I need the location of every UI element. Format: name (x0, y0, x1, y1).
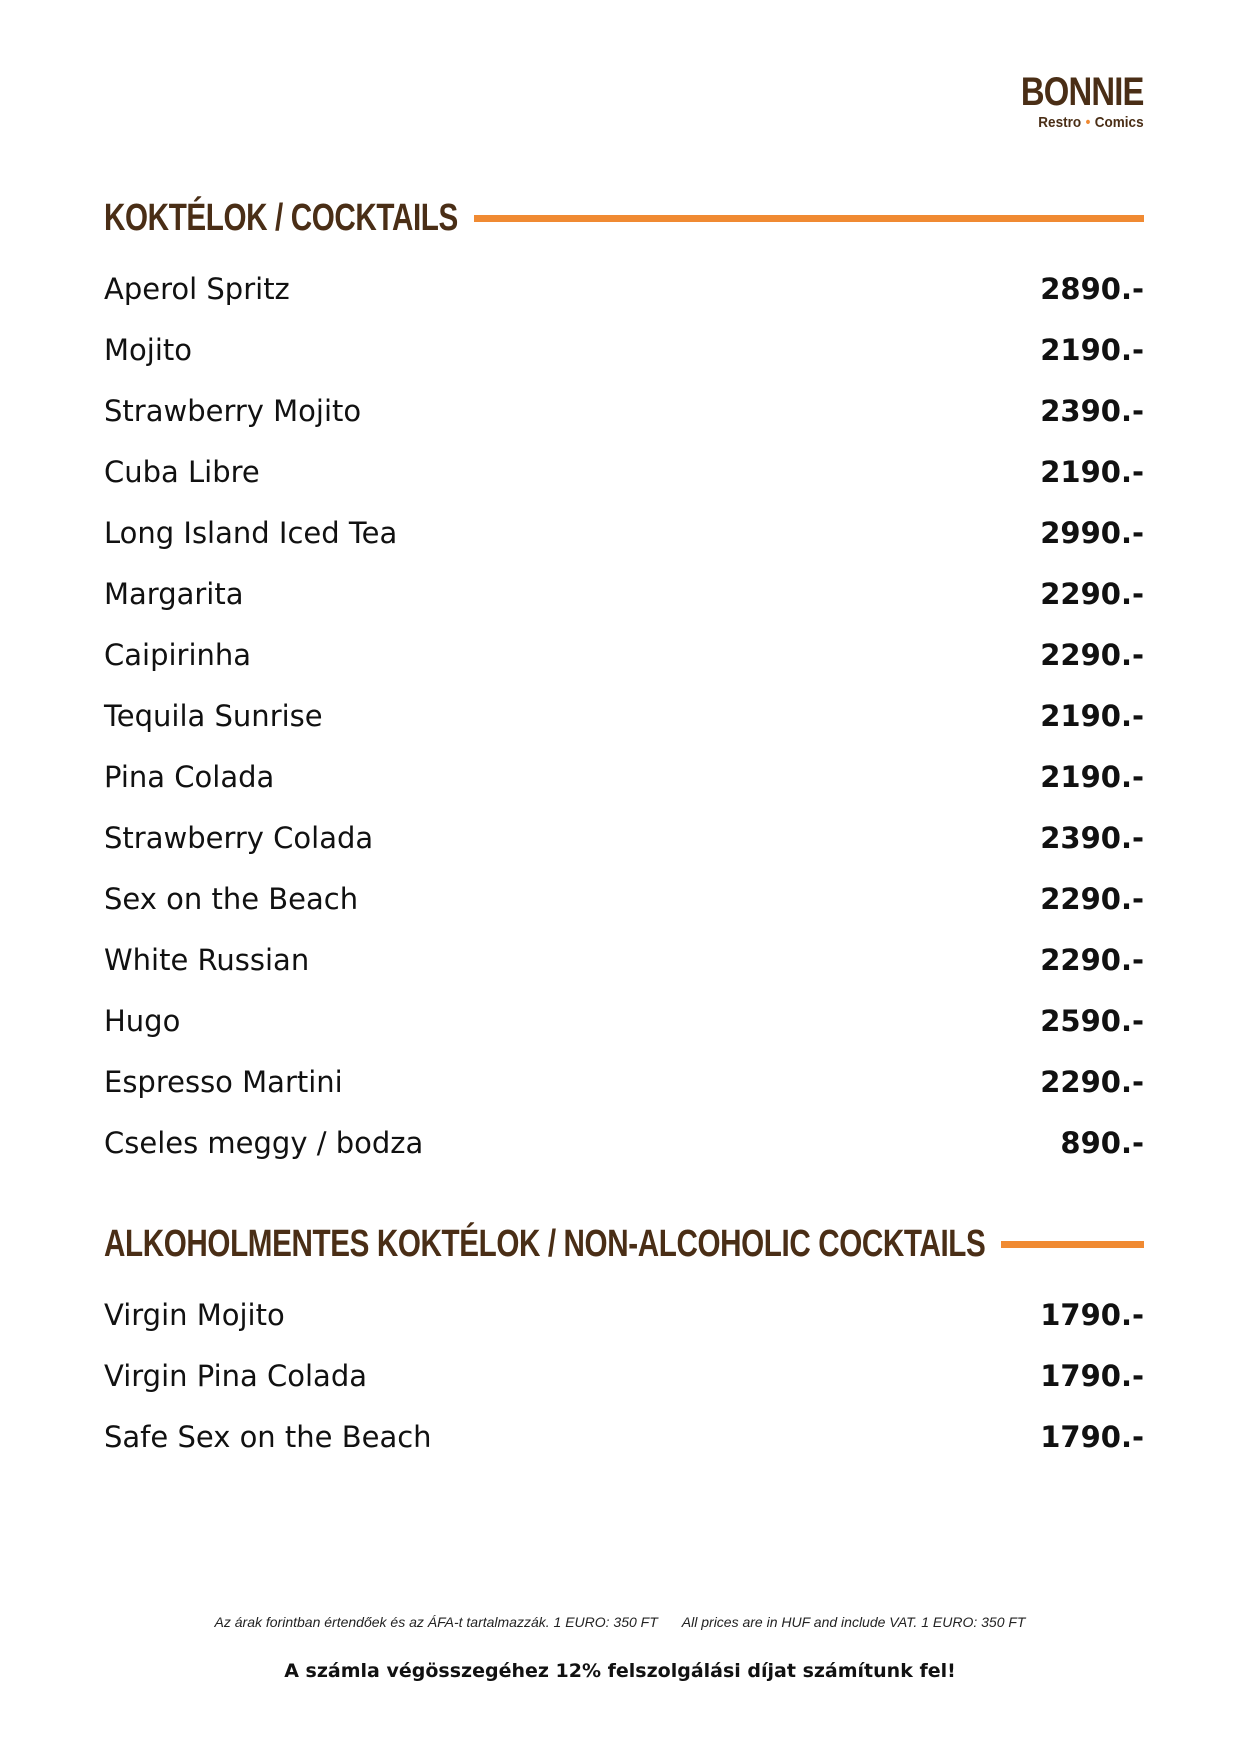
menu-item-name: Cuba Libre (104, 454, 260, 489)
menu-item-name: Aperol Spritz (104, 271, 290, 306)
price-note-en: All prices are in HUF and include VAT. 1 EURO: 350 FT (681, 1614, 1026, 1630)
menu-item-price: 2190.- (1040, 698, 1144, 733)
brand-logo (994, 72, 1144, 132)
menu-item (104, 929, 1144, 990)
price-note (0, 1614, 1240, 1630)
menu-item-price: 2290.- (1040, 637, 1144, 672)
menu-item-name: Pina Colada (104, 759, 275, 794)
menu-item (104, 380, 1144, 441)
menu-item-name: Margarita (104, 576, 244, 611)
menu-item-price: 2990.- (1040, 515, 1144, 550)
menu-item (104, 807, 1144, 868)
menu-item-price: 2590.- (1040, 1003, 1144, 1038)
menu-item-name: Strawberry Colada (104, 820, 374, 855)
menu-item-price: 2290.- (1040, 576, 1144, 611)
section-divider (474, 215, 1144, 222)
menu-item-name: Hugo (104, 1003, 181, 1038)
menu-item (104, 1112, 1144, 1173)
price-note-hu: Az árak forintban értendőek és az ÁFA-t tartalmazzák. 1 EURO: 350 FT (214, 1614, 658, 1630)
menu-item-price: 2190.- (1040, 759, 1144, 794)
menu-item (104, 563, 1144, 624)
menu-item-price: 1790.- (1040, 1297, 1144, 1332)
menu-item (104, 441, 1144, 502)
menu-item-price: 2290.- (1040, 1064, 1144, 1099)
menu-item-name: Virgin Mojito (104, 1297, 285, 1332)
menu-item-name: Safe Sex on the Beach (104, 1419, 432, 1454)
menu-items-list (104, 258, 1144, 1173)
menu-item-name: Strawberry Mojito (104, 393, 362, 428)
menu-item (104, 1406, 1144, 1467)
cocktails-section (104, 196, 1144, 1173)
menu-item (104, 685, 1144, 746)
menu-item-name: Long Island Iced Tea (104, 515, 398, 550)
menu-item (104, 624, 1144, 685)
section-header (104, 196, 1144, 240)
brand-tagline-right: Comics (1095, 114, 1144, 131)
menu-item-price: 2290.- (1040, 942, 1144, 977)
service-charge-note: A számla végösszegéhez 12% felszolgálási díjat számítunk fel! (284, 1660, 956, 1682)
menu-item-price: 1790.- (1040, 1358, 1144, 1393)
menu-item (104, 990, 1144, 1051)
menu-item-name: Mojito (104, 332, 192, 367)
section-title: KOKTÉLOK / COCKTAILS (104, 196, 458, 239)
menu-item-name: Tequila Sunrise (104, 698, 323, 733)
menu-item-name: Sex on the Beach (104, 881, 359, 916)
menu-item-price: 2190.- (1040, 454, 1144, 489)
menu-item-price: 890.- (1060, 1125, 1144, 1160)
menu-item (104, 1051, 1144, 1112)
brand-tagline (1009, 114, 1144, 132)
menu-item-price: 1790.- (1040, 1419, 1144, 1454)
section-divider (1001, 1241, 1144, 1248)
menu-item-price: 2190.- (1040, 332, 1144, 367)
menu-item (104, 258, 1144, 319)
menu-item-price: 2890.- (1040, 271, 1144, 306)
menu-items-list (104, 1284, 1144, 1467)
brand-name: BONNIE (1021, 70, 1144, 114)
menu-item-price: 2290.- (1040, 881, 1144, 916)
section-header (104, 1222, 1144, 1266)
menu-item (104, 868, 1144, 929)
menu-item-name: Cseles meggy / bodza (104, 1125, 424, 1160)
menu-item (104, 1284, 1144, 1345)
brand-tagline-separator: • (1085, 114, 1091, 131)
non-alcoholic-section (104, 1222, 1144, 1467)
menu-item-name: Espresso Martini (104, 1064, 343, 1099)
menu-item (104, 319, 1144, 380)
menu-item-name: Virgin Pina Colada (104, 1358, 368, 1393)
section-title: ALKOHOLMENTES KOKTÉLOK / NON-ALCOHOLIC COCKTAILS (104, 1222, 986, 1265)
menu-item (104, 502, 1144, 563)
brand-tagline-left: Restro (1038, 114, 1082, 131)
menu-item (104, 1345, 1144, 1406)
menu-item-price: 2390.- (1040, 820, 1144, 855)
menu-item-name: Caipirinha (104, 637, 252, 672)
menu-item (104, 746, 1144, 807)
menu-item-price: 2390.- (1040, 393, 1144, 428)
menu-item-name: White Russian (104, 942, 310, 977)
